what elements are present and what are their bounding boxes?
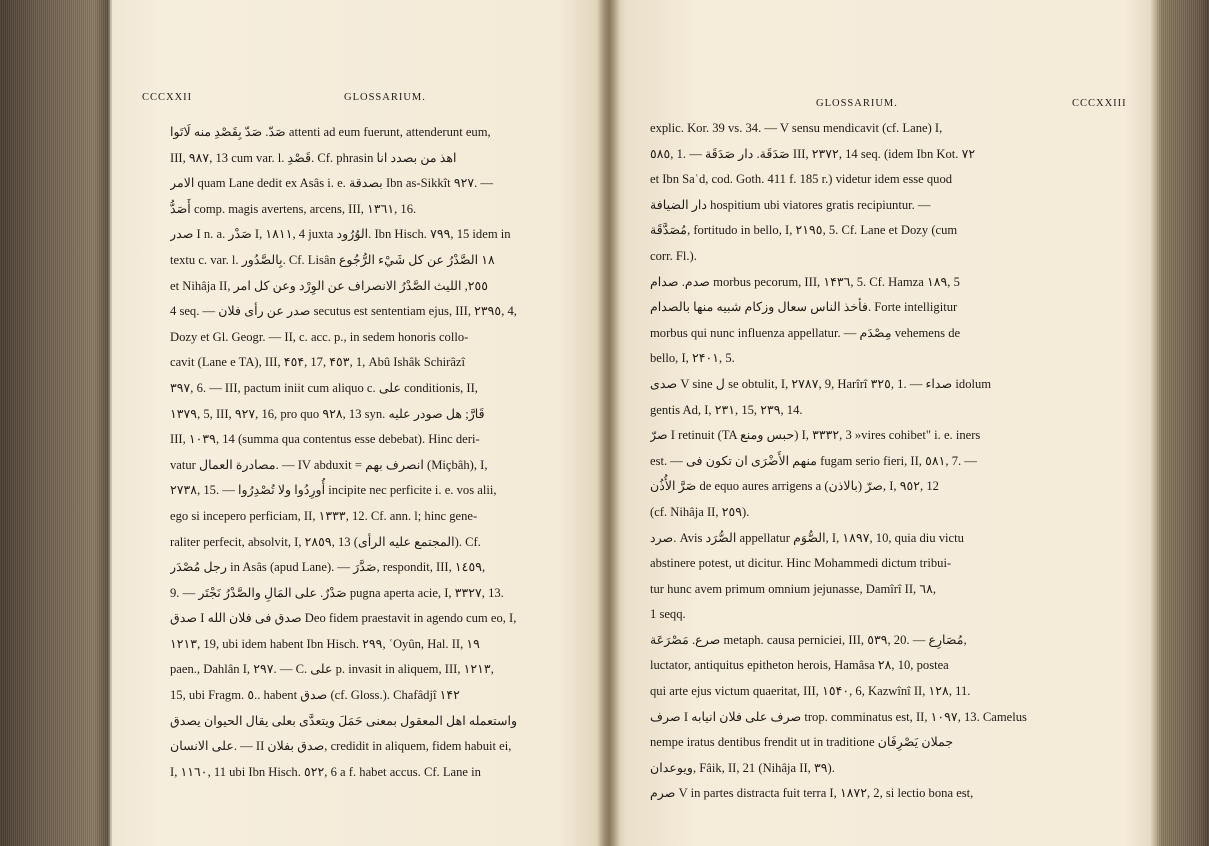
left-page-text-line: 15, ubi Fragm. ٥.. habent صدق (cf. Gloss.). Chafâdjî ١۴٢	[170, 688, 460, 703]
left-page-text-line: raliter perfecit, absolvit, I, ٢٨٥٩, 13 (المجتمع عليه الرأى). Cf.	[170, 534, 481, 549]
left-running-head: GLOSSARIUM.	[344, 92, 426, 103]
left-page-text-line: I, ١١٦٠, 11 ubi Ibn Hisch. ٥٢٢, 6 a f. habet accus. Cf. Lane in	[170, 764, 481, 779]
left-page-text-line: 4 seq. — صدر عن رأى فلان secutus est sententiam ejus, III, ٢٣٩٥, 4,	[170, 304, 517, 319]
left-page-text-line: et Nihâja II, ٢٥٥, الليث الصَّدْرُ الانصراف عن الوِرْد وعن كل امر	[170, 278, 489, 293]
right-page-text-line: est. — منهم الأَضْرَى ان تكون فى fugam serio fieri, II, ٥٨١, 7. —	[650, 453, 977, 468]
right-page-text-line: صرّ I retinuit (TA حبس ومنع) I, ٣٣٣٢, 3 »vires cohibet" i. e. iners	[650, 428, 981, 443]
left-page-text-line: ١٣٧٩, 5, III, ٩٢٧, 16, pro quo ٩٢٨, 13 syn. قَارَّ; هل صودر عليه	[170, 406, 485, 421]
left-page-text-line: III, ٩٨٧, 13 cum var. l. قَصْدِ. Cf. phrasin اهذ من بصدد انا	[170, 150, 457, 165]
right-page-text-line: ويوعدان, Fâik, II, 21 (Nihâja II, ٣٩).	[650, 760, 835, 775]
left-page-text	[170, 120, 576, 785]
right-page-text-line: explic. Kor. 39 vs. 34. — V sensu mendicavit (cf. Lane) I,	[650, 121, 943, 135]
right-page-text-line: et Ibn Saʿd, cod. Goth. 411 f. 185 r.) videtur idem esse quod	[650, 172, 953, 187]
right-page-text-line: nempe iratus dentibus frendit ut in traditione جملان يَصْرِفَان	[650, 735, 954, 750]
right-page	[616, 0, 1156, 846]
left-page	[112, 0, 600, 846]
left-page-number: CCCXXII	[142, 92, 193, 103]
right-page-number: CCCXXIII	[1072, 98, 1127, 109]
right-page-text-line: صرع. مَصْرَعَة metaph. causa perniciei, III, ٥٣٩, 20. — مُصَارِع,	[650, 632, 967, 647]
right-page-text-line: صرم V in partes distracta fuit terra I, ١٨٧٢, 2, si lectio bona est,	[650, 786, 974, 801]
left-page-text-line: cavit (Lane e TA), III, ۴٥۴, 17, ۴٥٣, 1, Abû Ishâk Schirâzî	[170, 355, 465, 370]
right-page-text-line: صرف I صرف على فلان انيابه trop. comminatus est, II, ١٠٩٧, 13. Camelus	[650, 709, 1027, 724]
right-running-head: GLOSSARIUM.	[816, 98, 898, 109]
left-page-text-line: ٢٧٣٨, 15. — أُورِدُوا ولا تُصْدِرُوا incipite nec perficite i. e. vos alii,	[170, 483, 497, 498]
right-page-edges	[1156, 0, 1209, 846]
left-page-text-line: صدق I صدق فى فلان الله Deo fidem praestavit in agendo cum eo, I,	[170, 611, 517, 626]
left-page-edges	[0, 0, 112, 846]
right-page-text-line: corr. Fl.).	[650, 248, 697, 263]
right-page-text-line: صدم. صدام morbus pecorum, III, ١۴٣٦, 5. Cf. Hamza ١٨٩, 5	[650, 274, 960, 289]
right-page-text-line: فأخذ الناس سعال وزكام شبيه منها بالصدام. Forte intelligitur	[650, 300, 958, 315]
left-page-text-line: ٣٩٧, 6. — III, pactum iniit cum aliquo c. على conditionis, II,	[170, 380, 478, 395]
right-page-text-line: qui arte ejus victum quaeritat, III, ١٥۴٠, 6, Kazwînî II, ١٢٨, 11.	[650, 684, 971, 699]
left-page-text-line: ١٢١٣, 19, ubi idem habent Ibn Hisch. ٢٩٩, ʿOyûn, Hal. II, ١٩	[170, 636, 480, 651]
right-page-text-line: (cf. Nihâja II, ٢٥٩).	[650, 504, 750, 519]
left-page-text-line: واستعمله اهل المعقول بمعنى حَمَلَ ويتعدَّى بعلى يقال الحيوان يصدق	[170, 713, 518, 728]
right-page-text-line: abstinere potest, ut dicitur. Hinc Mohammedi dictum tribui-	[650, 556, 952, 571]
right-page-text-line: 1 seqq.	[650, 607, 686, 622]
right-page-text-line: صَرَّ الأُذُن de equo aures arrigens a (بالاذن) صرّ, I, ٩٥٢, 12	[650, 479, 939, 494]
left-page-text-line: الامر quam Lane dedit ex Asâs i. e. بصدقة Ibn as-Sikkît ٩٢٧. —	[170, 176, 493, 191]
left-page-text-line: Dozy et Gl. Geogr. — II, c. acc. p., in sedem honoris collo-	[170, 329, 469, 344]
right-page-text-line: luctator, antiquitus epitheton herois, Hamâsa ٢٨, 10, postea	[650, 658, 949, 673]
right-page-text-line: صدى V sine ل se obtulit, I, ٢٧٨٧, 9, Harîrî ٣٢٥, 1. — صداء idolum	[650, 376, 992, 391]
left-page-text-line: vatur مصادرة العمال. — IV abduxit = انصرف بهم (Miçbâh), I,	[170, 457, 488, 472]
right-page-text-line: صرد. Avis الصُّرَد appellatur الصُّوَم, I, ١٨٩٧, 10, quia diu victu	[650, 530, 964, 545]
right-page-text-line: morbus qui nunc influenza appellatur. — مِصْدَم vehemens de	[650, 325, 961, 340]
left-page-text-line: paen., Dahlân I, ٢٩٧. — C. على p. invasit in aliquem, III, ١٢١٣,	[170, 662, 494, 677]
right-page-text-line: tur hunc avem primum omnium jejunasse, Damîrî II, ٦٨,	[650, 581, 936, 596]
right-page-text	[650, 116, 1050, 807]
right-page-text-line: gentis Ad, I, ٢٣١, 15, ٢٣٩, 14.	[650, 402, 803, 417]
left-page-text-line: III, ١٠٣٩, 14 (summa qua contentus esse debebat). Hinc deri-	[170, 432, 480, 447]
left-page-text-line: textu c. var. l. بِالصَّدُور. Cf. Lisân ١٨ الصَّدْرُ عن كل شَيْء الرُّجُوع	[170, 252, 495, 267]
right-page-text-line: ٥٨٥, 1. — صَدَقَة. دار صَدَقَة III, ٢٣٧٢, 14 seq. (idem Ibn Kot. ٧٢	[650, 146, 976, 161]
left-page-text-line: صدر I n. a. صَدْر I, ١٨١١, 4 juxta الوُرُود. Ibn Hisch. ٧٩٩, 15 idem in	[170, 227, 511, 242]
right-page-text-line: bello, I, ٢۴٠١, 5.	[650, 351, 735, 366]
left-page-text-line: صَدّ. صَدّ بِقَصْدِ منه لَاتَوا attenti ad eum fuerunt, attenderunt eum,	[170, 125, 491, 139]
left-page-text-line: على الانسان. — II صدق بفلان, credidit in aliquem, fidem habuit ei,	[170, 739, 512, 754]
left-page-text-line: 9. — صَدْرٌ. على المَالِ والصَّدْرُ نَجْتَر pugna aperta acie, I, ٣٣٢٧, 13.	[170, 585, 504, 600]
right-page-text-line: دار الضيافة hospitium ubi viatores gratis recipiuntur. —	[650, 197, 931, 212]
left-page-text-line: أَصَدُّ comp. magis avertens, arcens, III, ١٣٦١, 16.	[170, 201, 417, 216]
right-page-text-line: مُصَدَّقَة, fortitudo in bello, I, ٢١٩٥, 5. Cf. Lane et Dozy (cum	[650, 223, 958, 238]
left-page-text-line: ego si incepero perficiam, II, ١٣٣٣, 12. Cf. ann. l; hinc gene-	[170, 508, 478, 523]
left-page-text-line: رجل مُصْدَر in Asâs (apud Lane). — صَدَّرَ, respondit, III, ١٤٥٩,	[170, 560, 486, 575]
